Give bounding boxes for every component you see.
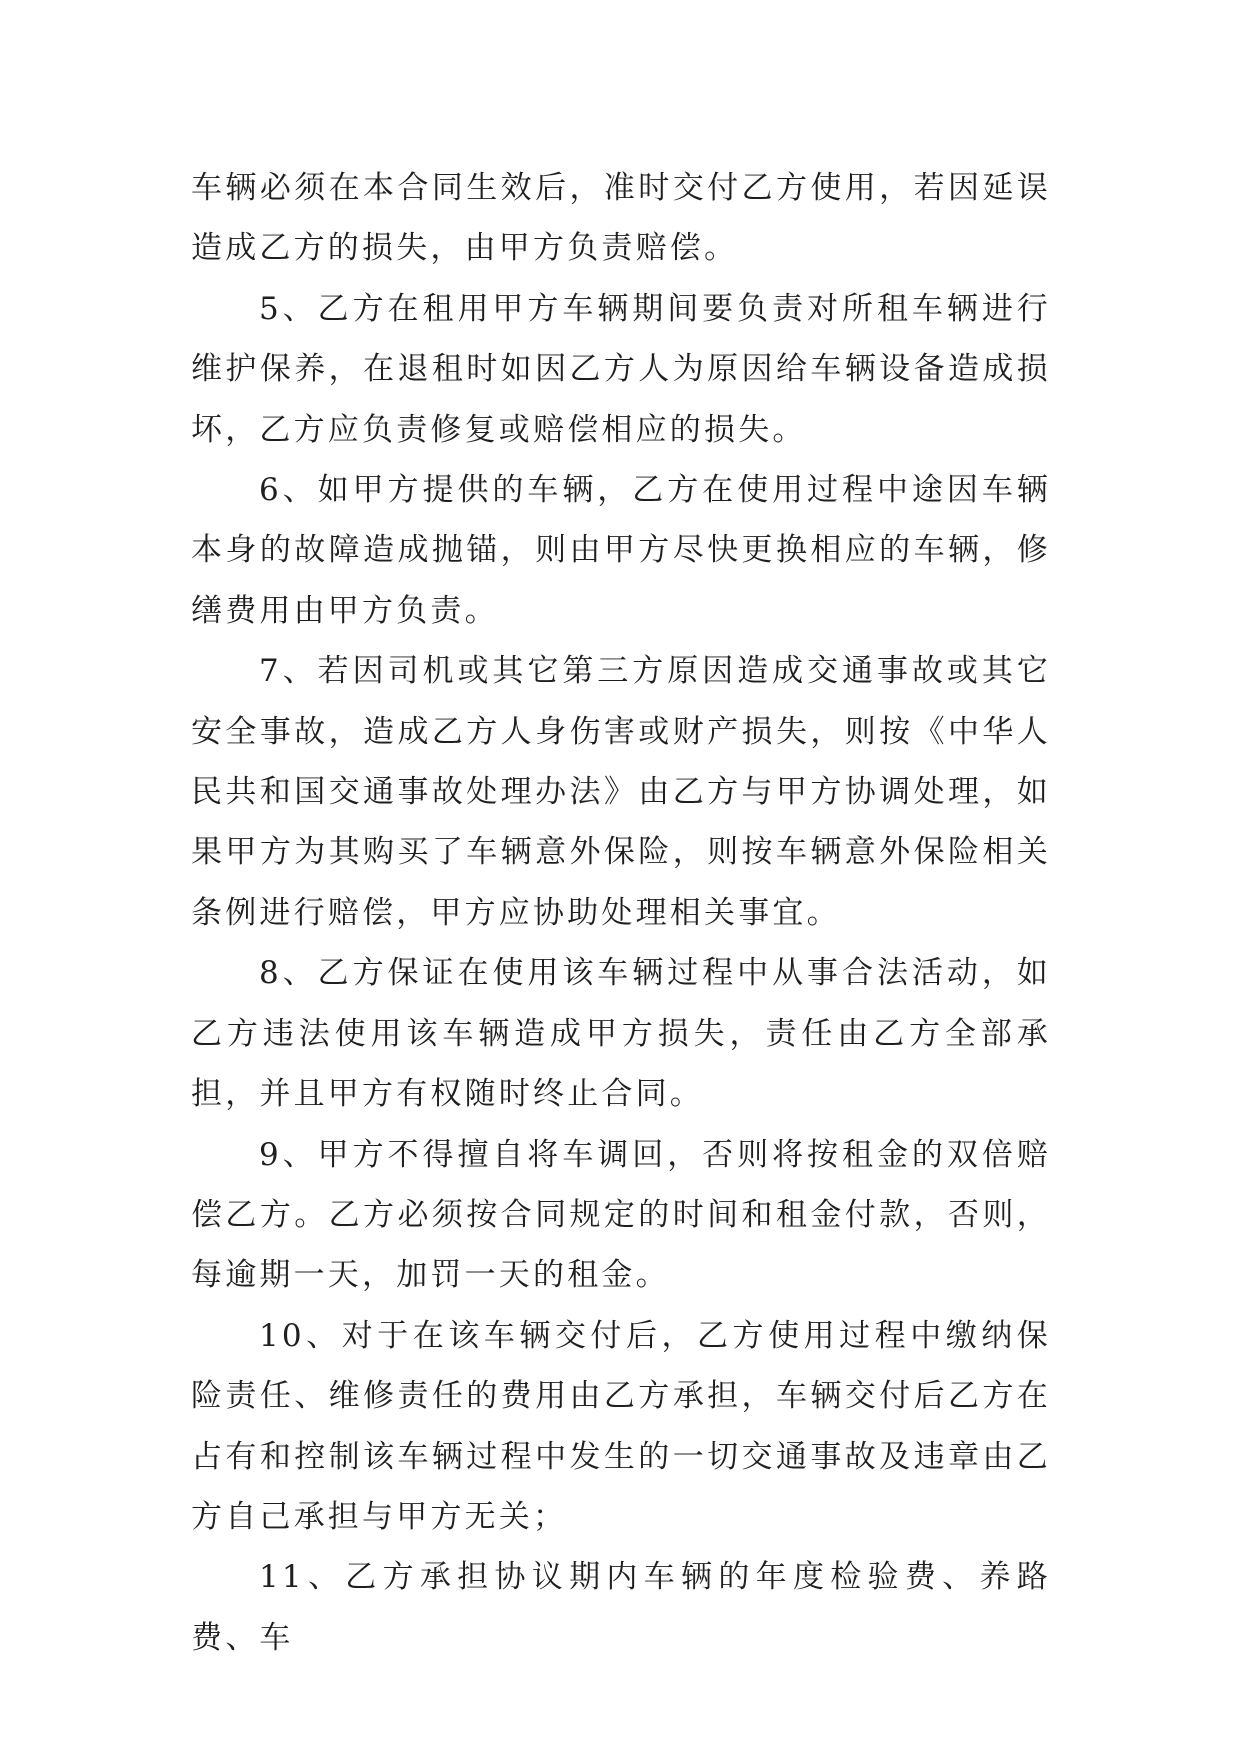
paragraph-clause-10: 10、对于在该车辆交付后，乙方使用过程中缴纳保险责任、维修责任的费用由乙方承担，车辆交付后乙方在占有和控制该车辆过程中发生的一切交通事故及违章由乙方自己承担与甲方无关； [191,1317,1051,1535]
paragraph-clause-6: 6、如甲方提供的车辆，乙方在使用过程中途因车辆本身的故障造成抛锚，则由甲方尽快更换相应的车辆，修缮费用由甲方负责。 [191,472,1051,629]
document-body [191,158,1051,1668]
paragraph-clause-9: 9、甲方不得擅自将车调回，否则将按租金的双倍赔偿乙方。乙方必须按合同规定的时间和租金付款，否则，每逾期一天，加罚一天的租金。 [191,1136,1051,1294]
paragraph-clause-7: 7、若因司机或其它第三方原因造成交通事故或其它安全事故，造成乙方人身伤害或财产损失，则按《中华人民共和国交通事故处理办法》由乙方与甲方协调处理，如果甲方为其购买了车辆意外保险，则按车辆意外保险相关条例进行赔偿，甲方应协助处理相关事宜。 [191,653,1051,931]
paragraph-clause-11: 11、乙方承担协议期内车辆的年度检验费、养路费、车 [191,1559,1051,1656]
paragraph-continuation: 车辆必须在本合同生效后，准时交付乙方使用，若因延误造成乙方的损失，由甲方负责赔偿。 [191,170,1051,267]
paragraph-clause-8: 8、乙方保证在使用该车辆过程中从事合法活动，如乙方违法使用该车辆造成甲方损失，责任由乙方全部承担，并且甲方有权随时终止合同。 [191,955,1051,1113]
paragraph-clause-5: 5、乙方在租用甲方车辆期间要负责对所租车辆进行维护保养，在退租时如因乙方人为原因给车辆设备造成损坏，乙方应负责修复或赔偿相应的损失。 [191,290,1051,448]
